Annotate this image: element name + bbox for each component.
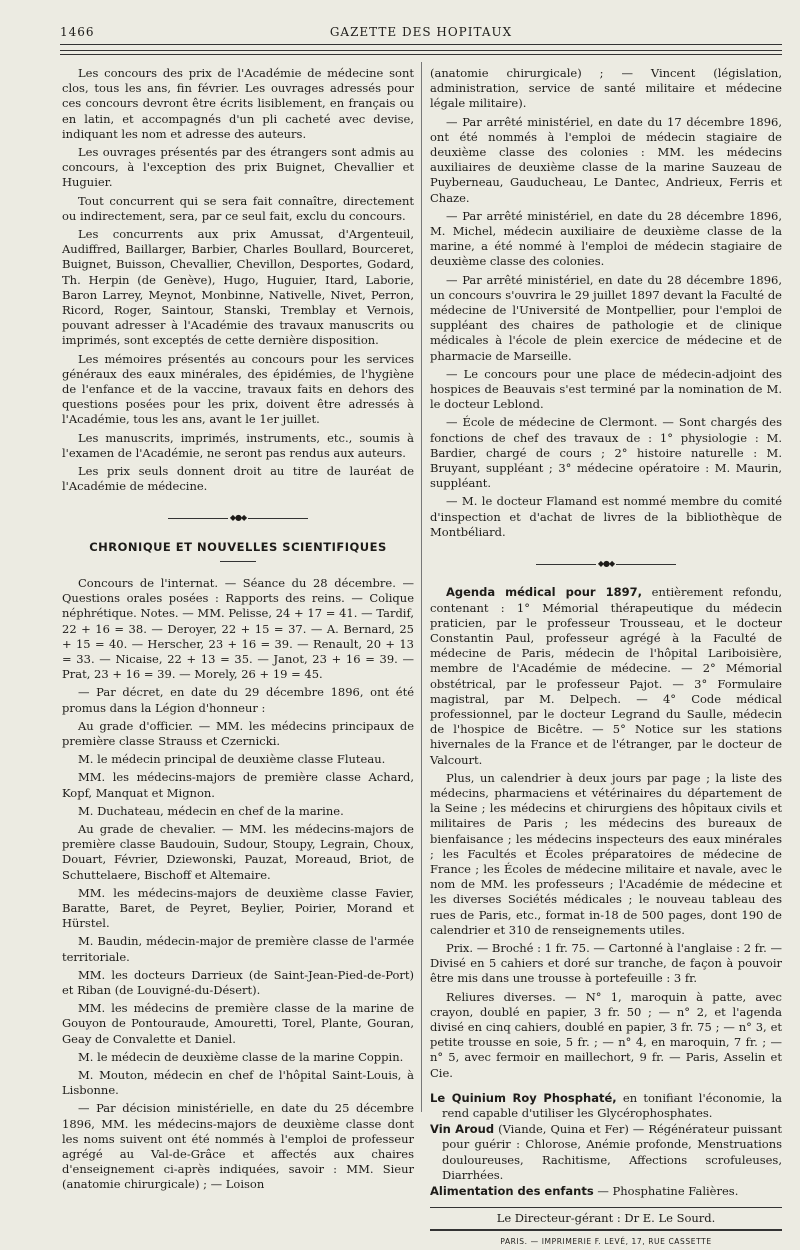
right-column	[430, 66, 782, 1250]
left-column	[62, 66, 414, 1196]
paragraph: M. Mouton, médecin en chef de l'hôpital Saint-Louis, à Lisbonne.	[62, 1067, 414, 1098]
advert	[430, 1091, 782, 1121]
paragraph: — Par arrêté ministériel, en date du 28 décembre 1896, M. Michel, médecin auxiliaire de deuxième classe de la marine, a été nommé à l'emploi de médecin stagiaire de deuxième classe des colonies.	[430, 208, 782, 269]
paragraph: (anatomie chirurgicale) ; — Vincent (législation, administration, service de santé militaire et médecine légale militaire).	[430, 66, 782, 111]
advert-title: Vin Aroud	[430, 1122, 495, 1137]
paragraph: — Par décision ministérielle, en date du 25 décembre 1896, MM. les médecins-majors de deuxième classe dont les noms suivent ont été nommés à l'emploi de professeur agrégé au Val-de-Grâce et affectés aux chaires d'enseignement ci-après indiquées, savoir : MM. Sieur (anatomie chirurgicale) ; — Loison	[62, 1101, 414, 1192]
paragraph: MM. les médecins-majors de deuxième classe Favier, Baratte, Baret, de Peyret, Beylier, Poirier, Morand et Hürstel.	[62, 885, 414, 931]
paragraph: Au grade d'officier. — MM. les médecins principaux de première classe Strauss et Czernicki.	[62, 718, 414, 748]
paragraph: Tout concurrent qui se sera fait connaître, directement ou indirectement, sera, par ce seul fait, exclu du concours.	[62, 193, 414, 223]
advert	[430, 1184, 782, 1199]
paragraph: Les concurrents aux prix Amussat, d'Argenteuil, Audiffred, Baillarger, Barbier, Charles Boullard, Bourceret, Buignet, Buisson, Chevallier, Chevillon, Desportes, Godard, Th. Herpin (de Genève), Hugo, Huguier, Itard, Laborie, Baron Larrey, Meynot, Monbinne, Nativelle, Nivet, Perron, Ricord, Roger, Saintour, Stanski, Tremblay et Vernois, pouvant adresser à l'Académie des travaux manuscrits ou imprimés, sont exceptés de cette dernière disposition.	[62, 227, 414, 348]
paragraph: — M. le docteur Flamand est nommé membre du comité d'inspection et d'achat de livres de la bibliothèque de Montbéliard.	[430, 494, 782, 539]
section-ornament: ◆●◆	[430, 556, 782, 571]
agenda-paragraph	[430, 585, 782, 767]
paragraph: Concours de l'internat. — Séance du 28 décembre. — Questions orales posées : Rapports des reins. — Colique néphrétique. Notes. — MM. Pelisse, 24 + 17 = 41. — Tardif, 22 + 16 = 38. — Deroyer, 22 + 15 = 37. — A. Bernard, 25 + 15 = 40. — Herscher, 23 + 16 = 39. — Renault, 20 + 13 = 33. — Nicaise, 22 + 13 = 35. — Janot, 23 + 16 = 39. — Prat, 23 + 16 = 39. — Morely, 26 + 19 = 45.	[62, 575, 414, 682]
advert-text: en tonifiant l'économie, la rend capable d'utiliser les Glycérophosphates.	[442, 1090, 782, 1120]
header-double-rule	[60, 50, 782, 55]
chronique-heading: CHRONIQUE ET NOUVELLES SCIENTIFIQUES	[89, 539, 387, 554]
paragraph: — Le concours pour une place de médecin-adjoint des hospices de Beauvais s'est terminé par la nomination de M. le docteur Leblond.	[430, 366, 782, 412]
paragraph: Plus, un calendrier à deux jours par page ; la liste des médecins, pharmaciens et vétérinaires du département de la Seine ; les médecins et chirurgiens des hôpitaux civils et militaires de Paris ; les médecins des bureaux de bienfaisance ; les médecins inspecteurs des eaux minérales ; les Facultés et Écoles préparatoires de médecine de France ; les Écoles de médecine militaire et navale, avec le nom de MM. les professeurs ; l'Académie de médecine et les diverses Sociétés médicales ; le nouveau tableau des rues de Paris, etc., format in-18 de 500 pages, dont 190 de calendrier et 310 de renseignements utiles.	[430, 770, 782, 937]
paragraph: Les ouvrages présentés par des étrangers sont admis au concours, à l'exception des prix Buignet, Chevallier et Huguier.	[62, 145, 414, 190]
paragraph: M. le médecin principal de deuxième classe Fluteau.	[78, 752, 386, 767]
advert-title: Alimentation des enfants	[430, 1184, 594, 1199]
advert-text: — Phosphatine Falières.	[593, 1184, 739, 1199]
paragraph: Reliures diverses. — N° 1, maroquin à patte, avec crayon, doublé en papier, 3 fr. 50 ; — n° 2, et l'agenda divisé en cinq cahiers, doublé en papier, 3 fr. 75 ; — n° 3, et petite trousse en soie, 5 fr. ; — n° 4, en maroquin, 7 fr. ; — n° 5, avec fermoir en maillechort, 9 fr. — Paris, Asselin et Cie.	[430, 989, 782, 1080]
paragraph: Prix. — Broché : 1 fr. 75. — Cartonné à l'anglaise : 2 fr. — Divisé en 5 cahiers et doré sur tranche, de façon à pouvoir être mis dans une trousse à portefeuille : 3 fr.	[430, 940, 782, 986]
printer-line: PARIS. — IMPRIMERIE F. LEVÉ, 17, RUE CASSETTE	[430, 1229, 782, 1249]
running-head	[60, 22, 782, 45]
paragraph: Les prix seuls donnent droit au titre de lauréat de l'Académie de médecine.	[62, 464, 414, 494]
advert-text: (Viande, Quina et Fer) — Régénérateur puissant pour guérir : Chlorose, Anémie profonde, Menstruations douloureuses, Rachitisme, Affections scrofuleuses, Diarrhées.	[442, 1122, 782, 1182]
paragraph: — Par arrêté ministériel, en date du 17 décembre 1896, ont été nommés à l'emploi de médecin stagiaire de deuxième classe des colonies : MM. les médecins auxiliaires de deuxième classe de la marine Sauzeau de Puyberneau, Gauducheau, Le Dantec, Andrieux, Ferris et Chaze.	[430, 114, 782, 205]
agenda-title: Agenda médical pour 1897,	[446, 585, 642, 600]
paragraph: MM. les docteurs Darrieux (de Saint-Jean-Pied-de-Port) et Riban (de Louvigné-du-Désert).	[62, 967, 414, 997]
page-title: GAZETTE DES HOPITAUX	[329, 25, 513, 39]
paragraph: — Par décret, en date du 29 décembre 1896, ont été promus dans la Légion d'honneur :	[62, 685, 414, 715]
advert-title: Le Quinium Roy Phosphaté,	[430, 1090, 617, 1105]
agenda-text: entièrement refondu, contenant : 1° Mémorial thérapeutique du médecin praticien, par le professeur Trousseau, et le docteur Constantin Paul, professeur agrégé à la Faculté de médecine de Paris, médecin de l'hôpital Lariboisière, membre de l'Académie de médecine. — 2° Mémorial obstétrical, par le professeur Pajot. — 3° Formulaire magistral, par M. Delpech. — 4° Code médical professionnel, par le docteur Legrand du Saulle, médecin de l'hospice de Bicêtre. — 5° Notice sur les stations hivernales de la France et de l'étranger, par le docteur de Valcourt.	[430, 585, 783, 767]
paragraph: MM. les médecins-majors de première classe Achard, Kopf, Manquat et Mignon.	[62, 770, 414, 800]
advertisements	[430, 1091, 782, 1199]
paragraph: MM. les médecins de première classe de la marine de Gouyon de Pontouraude, Amouretti, Torel, Plante, Gouran, Geay de Convalette et Daniel.	[62, 1001, 414, 1046]
paragraph: M. le médecin de deuxième classe de la marine Coppin.	[78, 1049, 404, 1064]
heading-rule	[220, 561, 256, 562]
paragraph: M. Duchateau, médecin en chef de la marine.	[78, 803, 344, 818]
paragraph: Au grade de chevalier. — MM. les médecins-majors de première classe Baudouin, Sudour, Stoupy, Legrain, Choux, Douart, Février, Dziewonski, Pauzat, Moreaud, Briot, de Schuttelaere, Bischoff et Altemaire.	[62, 821, 414, 882]
section-ornament: ◆●◆	[62, 510, 414, 525]
page-number: 1466	[60, 25, 95, 39]
paragraph: — École de médecine de Clermont. — Sont chargés des fonctions de chef des travaux de : 1° physiologie : M. Bardier, chargé de cours ; 2° histoire naturelle : M. Bruyant, suppléant ; 3° médecine opératoire : M. Maurin, suppléant.	[430, 415, 782, 491]
paragraph: M. Baudin, médecin-major de première classe de l'armée territoriale.	[62, 934, 414, 964]
paragraph: — Par arrêté ministériel, en date du 28 décembre 1896, un concours s'ouvrira le 29 juillet 1897 devant la Faculté de médecine de l'Université de Montpellier, pour l'emploi de suppléant des chaires de pathologie et de clinique médicales à l'école de plein exercice de médecine et de pharmacie de Marseille.	[430, 272, 782, 363]
paragraph: Les mémoires présentés au concours pour les services généraux des eaux minérales, des épidémies, de l'hygiène de l'enfance et de la vaccine, travaux faits en dehors des questions posées pour les prix, doivent être adressés à l'Académie, tous les ans, avant le 1er juillet.	[62, 351, 414, 427]
paragraph: Les concours des prix de l'Académie de médecine sont clos, tous les ans, fin février. Les ouvrages adressés pour ces concours devront être écrits lisiblement, en français ou en latin, et accompagnés d'un pli cacheté avec devise, indiquant les nom et adresse des auteurs.	[62, 66, 414, 141]
paragraph: Les manuscrits, imprimés, instruments, etc., soumis à l'examen de l'Académie, ne seront pas rendus aux auteurs.	[62, 430, 414, 460]
column-divider	[421, 62, 422, 1112]
director-line: Le Directeur-gérant : Dr E. Le Sourd.	[430, 1207, 782, 1226]
